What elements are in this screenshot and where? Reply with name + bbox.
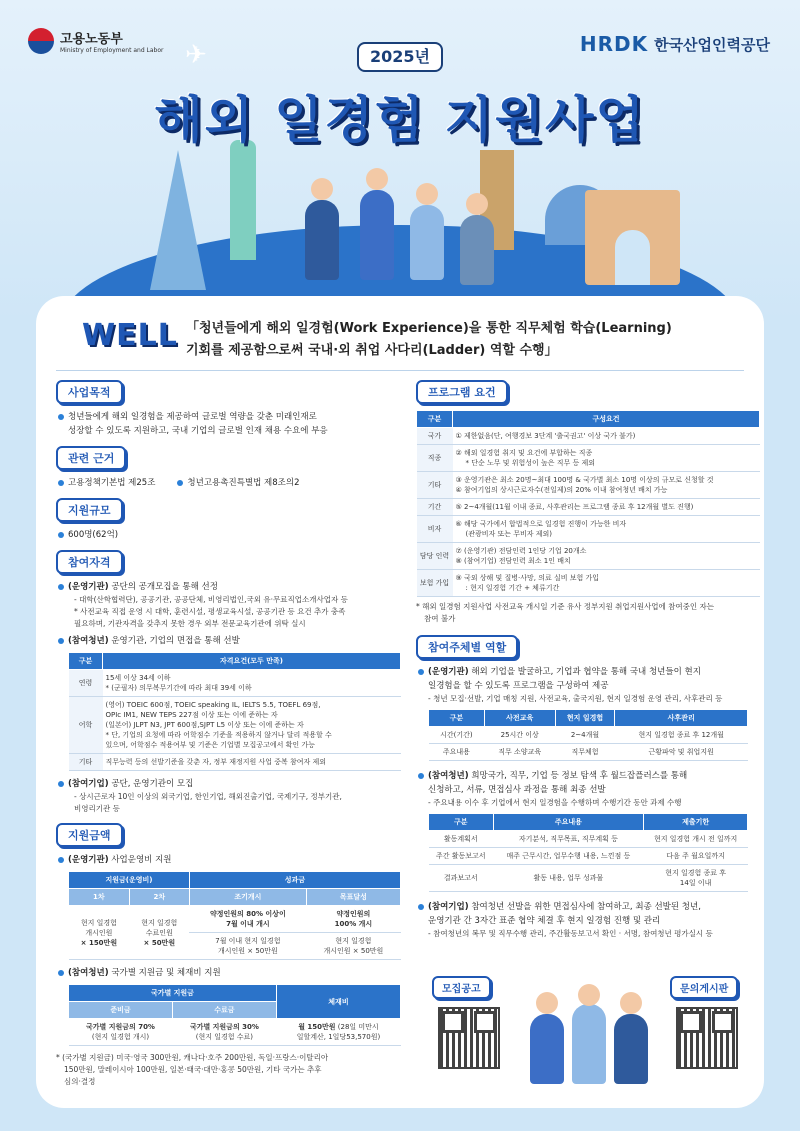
section-title-funding: 지원금액 [56, 823, 123, 847]
qr-recruit[interactable] [432, 976, 506, 1069]
table-row: 국가별 지원금의 70% (현지 일경험 개시) 국가별 지원금의 30% (현지 일경험 수료) 월 150만원 (28일 미만시 일할계산, 1일당53,570원) [69, 1019, 401, 1046]
well-logo: WELL [82, 318, 178, 353]
roles-youth-table: 구분 주요내용 제출기한 활동계획서 자기분석, 직무목표, 직무계획 등 현지 일경험 개시 전 일까지 주간 활동보고서 매주 근무시간, 업무수행 내용, 느낀점 등 다음 주 월요일까지 결과보고서 활동 내용, 업무 성과물 현지 일경험 종료 후 14일 이내 [428, 813, 748, 892]
ministry-name: 고용노동부 [60, 32, 123, 47]
table-row: 담당 인력 ⑦ (운영기관) 전담인력 1인당 기업 20개소 ⑧ (참여기업) 전담인력 최소 1인 배치 [417, 543, 760, 570]
table-row: 보험 가입 ⑨ 국외 상해 및 질병·사망, 의료 실비 보험 가입 : 현지 일경험 기간 + 체류기간 [417, 570, 760, 597]
note-line: 참여 불가 [424, 614, 456, 623]
left-column [56, 380, 401, 1088]
slogan-line-2: 기회를 제공함으로써 국내·외 취업 사다리(Ladder) 역할 수행」 [186, 343, 558, 358]
eligibility-corp: (참여기업) 공단, 운영기관이 모집 [56, 777, 401, 791]
ministry-logo [28, 28, 164, 54]
person-head [366, 168, 388, 190]
person-illustration [305, 200, 339, 280]
section-title-basis: 관련 근거 [56, 446, 126, 470]
table-row: 결과보고서 활동 내용, 업무 성과물 현지 일경험 종료 후 14일 이내 [429, 865, 748, 892]
section-title-purpose: 사업목적 [56, 380, 123, 404]
arc-de-triomphe [585, 190, 680, 285]
eligibility-operator: (운영기관) 공단의 공개모집을 통해 선정 [56, 580, 401, 594]
eiffel-tower [150, 150, 206, 290]
note-line: 150만원, 말레이시아 100만원, 일본·태국·대만·홍콩 50만원, 기타 국가는 추후 [64, 1065, 322, 1074]
ministry-name-en: Ministry of Employment and Labor [60, 47, 164, 54]
note-line: 심의·결정 [64, 1077, 96, 1086]
table-row: 기타 ③ 운영기관은 최소 20명~최대 100명 & 국가별 최소 10명 이상의 규모로 신청할 것 ④ 참여기업의 상시근로자수(전일제)의 20% 이내 참여청년 배치 가능 [417, 472, 760, 499]
scale-item: 600명(62억) [56, 528, 401, 542]
detail-line: - 대학(산학협력단), 공공기관, 공공단체, 비영리법인,국외 유·무료직업소개사업자 등 [74, 595, 348, 604]
slogan-line-1: 「청년들에게 해외 일경험(Work Experience)을 통한 직무체험 학습(Learning) [186, 321, 672, 336]
table-row: 주간 활동보고서 매주 근무시간, 업무수행 내용, 느낀점 등 다음 주 월요일까지 [429, 848, 748, 865]
section-title-program: 프로그램 요건 [416, 380, 508, 404]
table-row: 어학 (영어) TOEIC 600점, TOEIC speaking IL, IELTS 5.5, TOEFL 69점, OPIc IM1, NEW TEPS 227점 이상 또는 이에 준하는 자 (일본어) JLPT N3, JPT 600점,SJPT L5 이상 또는 이에 준하는 자 * 단, 기업의 요청에 따라 어학점수 기준을 적용하지 않거나 달리 적용할 수 있으며, 어학점수 적용여부 및 기준은 기업별 모집공고에서 확인 가능 [69, 697, 401, 754]
qr-code[interactable] [438, 1007, 500, 1069]
team-illustration [520, 984, 660, 1094]
detail-line: - 참여청년의 복무 및 직무수행 관리, 주간활동보고서 확인 · 서명, 참여청년 평가실시 등 [428, 929, 713, 938]
section-title-scale: 지원규모 [56, 498, 123, 522]
detail-line: * 사전교육 직접 운영 시 대학, 훈련시설, 평생교육시설, 공공기관 등 요건 추가 충족 [74, 607, 346, 616]
person-illustration [360, 190, 394, 280]
qr-recruit-label: 모집공고 [432, 976, 491, 999]
section-title-eligibility: 참여자격 [56, 550, 123, 574]
eligibility-youth: (참여청년) 운영기관, 기업의 면접을 통해 선발 [56, 634, 401, 648]
basis-list [56, 476, 401, 490]
purpose-text: 청년들에게 해외 일경험을 제공하여 글로벌 역량을 갖춘 미래인재로 성장할 수 있도록 지원하고, 국내 기업의 글로벌 인재 채용 수요에 부응 [56, 410, 401, 438]
right-column [416, 380, 768, 940]
basis-item: 고용정책기본법 제25조 [56, 476, 155, 490]
qr-inquiry[interactable] [670, 976, 744, 1069]
person-illustration [460, 215, 494, 285]
detail-line: - 주요내용 이수 후 기업에서 현지 일경험을 수행하며 수행기간 동안 과제 수행 [428, 798, 682, 807]
funding-operator-table: 지원금(운영비) 성과금 1차 2차 조기개시 목표달성 현지 일경험 개시인원 × 150만원 현지 일경험 수료인원 × 50만원 약정인원의 80% 이상이 7월 이내 개시 약정인원의 100% 개시 7월 이내 현지 일경험 개시인원 × 50만원 현지 일경험 개시인원 × 50만원 [68, 871, 401, 960]
table-row: 활동계획서 자기분석, 직무목표, 직무계획 등 현지 일경험 개시 전 일까지 [429, 831, 748, 848]
qr-inquiry-label: 문의게시판 [670, 976, 738, 999]
note-line: * 해외 일경험 지원사업 사전교육 개시일 기준 유사 정부지원 취업지원사업에 참여중인 자는 [416, 602, 715, 611]
basis-item: 청년고용촉진특별법 제8조의2 [175, 476, 299, 490]
detail-line: - 상시근로자 10인 이상의 외국기업, 한인기업, 해외진출기업, 국제기구, 정부기관, [74, 792, 342, 801]
table-row: 7월 이내 현지 일경험 개시인원 × 50만원 현지 일경험 개시인원 × 50만원 [69, 933, 401, 960]
funding-operator: (운영기관) 사업운영비 지원 [56, 853, 401, 867]
year-badge: 2025년 [357, 42, 443, 72]
person-head [466, 193, 488, 215]
roles-corp: (참여기업) 참여청년 선발을 위한 면접심사에 참여하고, 최종 선발된 청년, 운영기관 간 3자간 표준 협약 체결 후 현지 일경험 진행 및 관리 [416, 900, 768, 928]
person-head [311, 178, 333, 200]
table-row: 주요내용 직무 소양교육 직무체험 근황파악 및 취업지원 [429, 744, 748, 761]
eligibility-table: 구분 자격요건(모두 만족) 연령 15세 이상 34세 이하 * (군필자) 의무복무기간에 따라 최대 39세 이하 어학 (영어) TOEIC 600점, TOEIC speaking IL, IELTS 5.5, TOEFL 69점, OPIc IM1, NEW TEPS 227점 이상 또는 이에 준하는 자 (일본어) JLPT N3, JPT 600점,SJPT L5 이상 또는 이에 준하는 자 * 단, 기업의 요청에 따라 어학점수 기준을 적용하지 않거나 달리 적용할 수 있으며, 어학점수 적용여부 및 기준은 기업별 모집공고에서 확인 가능 기타 직무능력 등의 선발기준을 갖춘 자, 정부 재정지원 사업 중복 참여자 제외 [68, 652, 401, 771]
table-row: 기간 ⑤ 2~4개월(11월 이내 종료, 사후관리는 프로그램 종료 후 12개월 별도 진행) [417, 499, 760, 516]
slogan [186, 318, 746, 362]
table-row: 비자 ⑥ 해당 국가에서 합법적으로 일경험 진행이 가능한 비자 (관광비자 또는 무비자 제외) [417, 516, 760, 543]
roles-operator-table: 구분 사전교육 현지 일경험 사후관리 시간(기간) 25시간 이상 2~4개월 현지 일경험 종료 후 12개월 주요내용 직무 소양교육 직무체험 근황파악 및 취업지원 [428, 709, 748, 761]
detail-line: 비영리기관 등 [74, 804, 120, 813]
table-row: 연령 15세 이상 34세 이하 * (군필자) 의무복무기간에 따라 최대 39세 이하 [69, 670, 401, 697]
airplane-icon: ✈ [185, 40, 207, 70]
funding-youth-table: 국가별 지원금 체재비 준비금 수료금 국가별 지원금의 70% (현지 일경험 개시) 국가별 지원금의 30% (현지 일경험 수료) 월 150만원 (28일 미만시 일할계산, 1일당53,570원) [68, 984, 401, 1046]
person-illustration [410, 205, 444, 280]
roles-operator: (운영기관) 해외 기업을 발굴하고, 기업과 협약을 통해 국내 청년들이 현지 일경험을 할 수 있도록 프로그램을 구성하여 제공 [416, 665, 768, 693]
roles-youth: (참여청년) 희망국가, 직무, 기업 등 정보 탐색 후 월드잡플러스를 통해 신청하고, 서류, 면접심사 과정을 통해 최종 선발 [416, 769, 768, 797]
detail-line: - 청년 모집·선발, 기업 매칭 지원, 사전교육, 출국지원, 현지 일경험 운영 관리, 사후관리 등 [428, 694, 723, 703]
hrdk-wordmark: HRDK [579, 32, 649, 56]
detail-line: 필요하며, 기관자격을 갖추지 못한 경우 외부 전문교육기관에 위탁 실시 [74, 619, 306, 628]
person-head [416, 183, 438, 205]
table-row: 기타 직무능력 등의 선발기준을 갖춘 자, 정부 재정지원 사업 중복 참여자 제외 [69, 754, 401, 771]
statue-of-liberty [230, 140, 256, 260]
divider [56, 370, 744, 371]
funding-youth: (참여청년) 국가별 지원금 및 체재비 지원 [56, 966, 401, 980]
page-title: 해외 일경험 지원사업 [154, 91, 646, 149]
table-row: 현지 일경험 개시인원 × 150만원 현지 일경험 수료인원 × 50만원 약정인원의 80% 이상이 7월 이내 개시 약정인원의 100% 개시 [69, 906, 401, 933]
org-name: 한국산업인력공단 [654, 35, 770, 54]
taegeuk-logo [28, 28, 54, 54]
table-row: 시간(기간) 25시간 이상 2~4개월 현지 일경험 종료 후 12개월 [429, 727, 748, 744]
note-line: * (국가별 지원금) 미국·영국 300만원, 캐나다·호주 200만원, 독일·프랑스·이탈리아 [56, 1053, 329, 1062]
table-row: 직종 ② 해외 일경험 취지 및 요건에 부합하는 직종 * 단순 노무 및 위험성이 높은 직무 등 제외 [417, 445, 760, 472]
section-title-roles: 참여주체별 역할 [416, 635, 518, 659]
hrdk-logo [580, 32, 770, 56]
program-table: 구분 구성요건 국가 ① 제한없음(단, 여행경보 3단계 '출국권고' 이상 국가 불가) 직종 ② 해외 일경험 취지 및 요건에 부합하는 직종 * 단순 노무 및 위험성이 높은 직무 등 제외 기타 ③ 운영기관은 최소 20명~최대 100명 & 국가별 최소 10명 이상의 규모로 신청할 것 ④ 참여기업의 상시근로자수(전일제)의 20% 이내 참여청년 배치 가능 기간 ⑤ 2~4개월(11월 이내 종료, 사후관리는 프로그램 종료 후 12개월 별도 진행) 비자 ⑥ 해당 국가에서 합법적으로 일경험 진행이 가능한 비자 (관광비자 또는 무비자 제외) 담당 인력 ⑦ (운영기관) 전담인력 1인당 기업 20개소 ⑧ (참여기업) 전담인력 최소 1인 배치 보험 가입 ⑨ 국외 상해 및 질병·사망, 의료 실비 보험 가입 : 현지 일경험 기간 + 체류기간 [416, 410, 760, 597]
table-row: 국가 ① 제한없음(단, 여행경보 3단계 '출국권고' 이상 국가 불가) [417, 428, 760, 445]
qr-code[interactable] [676, 1007, 738, 1069]
